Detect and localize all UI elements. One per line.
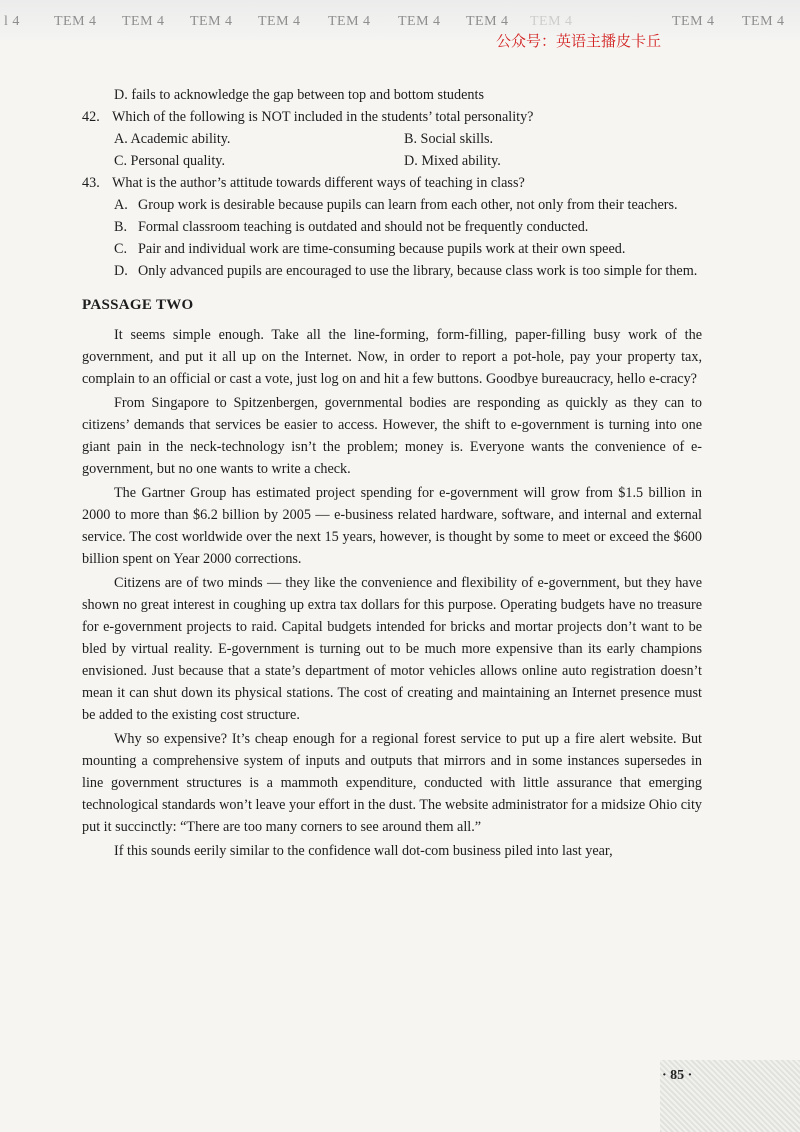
header-label: TEM 4	[54, 14, 97, 29]
option-text: Formal classroom teaching is outdated and should not be frequently conducted.	[138, 219, 589, 235]
option-label: D.	[114, 263, 128, 279]
option-label: B.	[114, 219, 128, 235]
q43-stem	[82, 172, 702, 194]
header-fragment: l 4	[4, 14, 20, 29]
header-label: TEM 4	[672, 14, 715, 29]
q42-option-c: C. Personal quality.	[114, 153, 225, 169]
q42-option-d: D. Mixed ability.	[404, 153, 501, 169]
q43-option-b	[82, 216, 702, 238]
q42-number: 42.	[82, 109, 100, 125]
option-label: C.	[114, 241, 128, 257]
q43-number: 43.	[82, 175, 100, 191]
header-label: TEM 4	[258, 14, 301, 29]
q42-text: Which of the following is NOT included in the students’ total personality?	[112, 109, 534, 125]
q42-option-b: B. Social skills.	[404, 131, 494, 147]
page-header	[0, 0, 800, 50]
passage-paragraph: It seems simple enough. Take all the line-forming, form-filling, paper-filling busy work of the government, and put it all up on the Internet. Now, in order to report a pot-hole, pay your property tax, complain to an official or cast a vote, just log on and hit a few buttons. Goodbye bureaucracy, hello e-cracy?	[82, 327, 702, 387]
header-label: TEM 4	[328, 14, 371, 29]
header-label: TEM 4	[398, 14, 441, 29]
q41-option-d: D. fails to acknowledge the gap between top and bottom students	[114, 87, 484, 103]
page-content	[82, 84, 702, 864]
passage-paragraph: From Singapore to Spitzenbergen, governmental bodies are responding as quickly as they can to citizens’ demands that services be easier to access. However, the shift to e-government is turning into one giant pain in the neck-technology isn’t the problem; money is. Everyone wants the convenience of e-government, but no one wants to write a check.	[82, 395, 702, 477]
passage-paragraph: The Gartner Group has estimated project spending for e-government will grow from $1.5 billion in 2000 to more than $6.2 billion by 2005 — e-business related hardware, software, and internal and external service. The cost worldwide over the next 15 years, however, is thought by some to meet or exceed the $600 billion spent on Year 2000 corrections.	[82, 485, 702, 567]
passage-paragraph: Why so expensive? It’s cheap enough for a regional forest service to put up a fire alert website. But mounting a comprehensive system of inputs and outputs that mirrors and in some instances supersedes in line government structures is a mammoth expenditure, conducted with little assurance that emerging technological standards won’t leave your effort in the dust. The website administrator for a midsize Ohio city put it succinctly: “There are too many corners to see around them all.”	[82, 731, 702, 835]
q42-option-a: A. Academic ability.	[114, 131, 231, 147]
option-text: Pair and individual work are time-consuming because pupils work at their own speed.	[138, 241, 626, 257]
passage-paragraph: If this sounds eerily similar to the confidence wall dot-com business piled into last year,	[114, 843, 613, 859]
q42-options-row1	[82, 128, 702, 150]
option-text: Only advanced pupils are encouraged to use the library, because class work is too simple for them.	[138, 263, 698, 279]
header-label: TEM 4	[742, 14, 785, 29]
option-text: Group work is desirable because pupils can learn from each other, not only from their teachers.	[138, 197, 678, 213]
page-number: · 85 ·	[662, 1068, 693, 1083]
q43-text: What is the author’s attitude towards different ways of teaching in class?	[112, 175, 525, 191]
passage-title: PASSAGE TWO	[82, 297, 194, 313]
passage-paragraph: Citizens are of two minds — they like the convenience and flexibility of e-government, but they have shown no great interest in coughing up extra tax dollars for this purpose. Operating budgets have no treasure for e-government projects to raid. Capital budgets intended for bricks and mortar projects don’t want to be bled by virtual reality. E-government is turning out to be much more expensive than its early champions envisioned. Just because that a state’s department of motor vehicles allows online auto registration doesn’t mean it can shut down its physical stations. The cost of creating and maintaining an Internet presence must be added to the existing cost structure.	[82, 575, 702, 723]
q43-option-d	[82, 260, 702, 282]
q43-option-a	[82, 194, 702, 216]
header-label: TEM 4	[122, 14, 165, 29]
q43-option-c	[82, 238, 702, 260]
wechat-watermark: 公众号：英语主播皮卡丘	[496, 32, 662, 50]
header-label: TEM 4	[530, 14, 573, 29]
option-label: A.	[114, 197, 128, 213]
header-label: TEM 4	[466, 14, 509, 29]
q42-stem	[82, 106, 702, 128]
header-label: TEM 4	[190, 14, 233, 29]
q42-options-row2	[82, 150, 702, 172]
